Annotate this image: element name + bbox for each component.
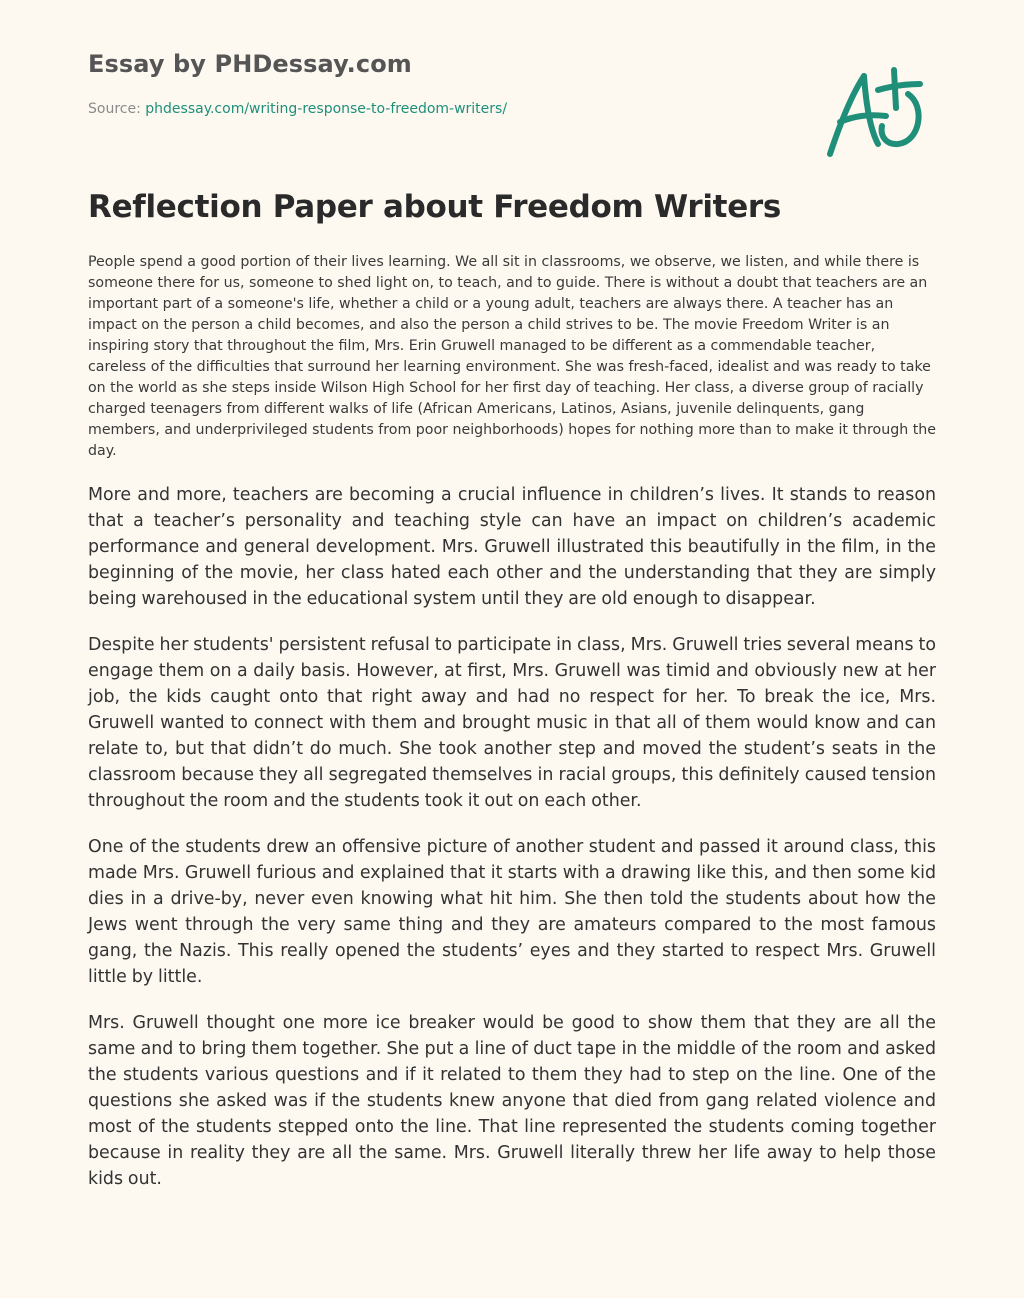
body-paragraph: One of the students drew an offensive picture of another student and passed it around class, this made Mrs. Gruwell furious and explained that it starts with a drawing like this, and then some kid dies in a drive-by, never even knowing what hit him. She then told the students about how the Jews went through the very same thing and they are amateurs compared to the most famous gang, the Nazis. This really opened the students’ eyes and they started to respect Mrs. Gruwell little by little. [88,837,936,987]
source-link[interactable]: phdessay.com/writing-response-to-freedom-writers/ [145,101,508,117]
a-plus-grade-icon [820,64,930,164]
article-body [88,482,936,1212]
source-line [88,101,507,117]
body-paragraph: Despite her students' persistent refusal to participate in class, Mrs. Gruwell tries several means to engage them on a daily basis. However, at first, Mrs. Gruwell was timid and obviously new at her job, the kids caught onto that right away and had no respect for her. To break the ice, Mrs. Gruwell wanted to connect with them and brought music in that all of them would know and can relate to, but that didn’t do much. She took another step and moved the student’s seats in the classroom because they all segregated themselves in racial groups, this definitely caused tension throughout the room and the students took it out on each other. [88,635,936,811]
body-paragraph: More and more, teachers are becoming a crucial influence in children’s lives. It stands to reason that a teacher’s personality and teaching style can have an impact on children’s academic performance and general development. Mrs. Gruwell illustrated this beautifully in the film, in the beginning of the movie, her class hated each other and the understanding that they are simply being warehoused in the educational system until they are old enough to disappear. [88,485,936,609]
intro-paragraph: People spend a good portion of their lives learning. We all sit in classrooms, we observe, we listen, and while there is someone there for us, someone to shed light on, to teach, and to guide. There is without a doubt that teachers are an important part of a someone's life, whether a child or a young adult, teachers are always there. A teacher has an impact on the person a child becomes, and also the person a child strives to be. The movie Freedom Writer is an inspiring story that throughout the film, Mrs. Erin Gruwell managed to be different as a commendable teacher, careless of the difficulties that surround her learning environment. She was fresh-faced, idealist and was ready to take on the world as she steps inside Wilson High School for her first day of teaching. Her class, a diverse group of racially charged teenagers from different walks of life (African Americans, Latinos, Asians, juvenile delinquents, gang members, and underprivileged students from poor neighborhoods) hopes for nothing more than to make it through the day. [88,254,937,459]
article-title: Reflection Paper about Freedom Writers [88,189,782,225]
site-brand: Essay by PHDessay.com [88,50,412,78]
source-label: Source: [88,101,141,117]
body-paragraph: Mrs. Gruwell thought one more ice breaker would be good to show them that they are all the same and to bring them together. She put a line of duct tape in the middle of the room and asked the students various questions and if it related to them they had to step on the line. One of the questions she asked was if the students knew anyone that died from gang related violence and most of the students stepped onto the line. That line represented the students coming together because in reality they are all the same. Mrs. Gruwell literally threw her life away to help those kids out. [88,1013,936,1189]
